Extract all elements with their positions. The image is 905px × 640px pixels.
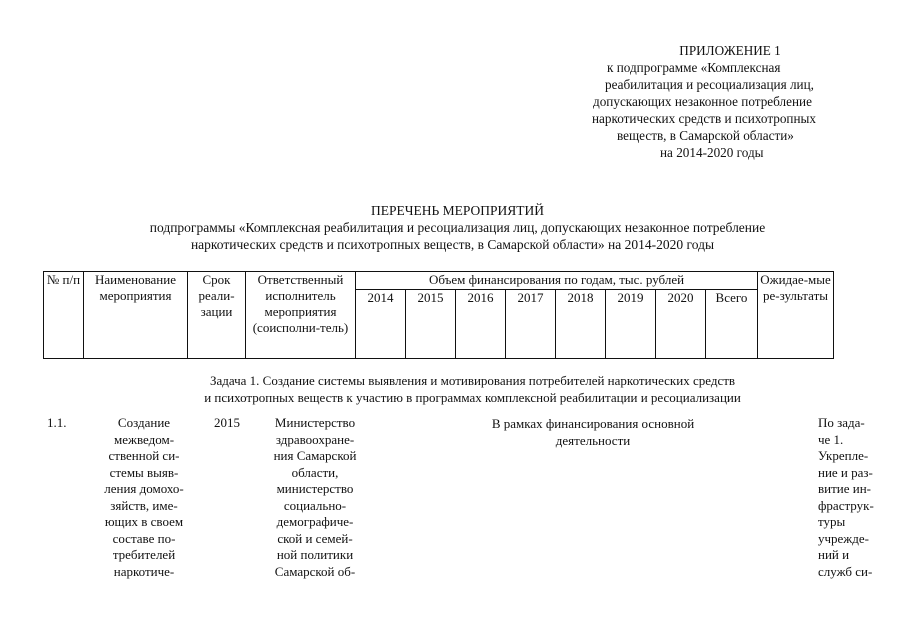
financing-line: В рамках финансирования основной: [491, 416, 695, 431]
result-line: служб си-: [818, 563, 873, 579]
header-result: Ожидае-мые ре-зультаты: [758, 272, 834, 359]
row-financing: [448, 415, 738, 449]
executor-line: министерство: [276, 481, 354, 496]
financing-line: деятельности: [555, 433, 631, 448]
measures-table-header: [43, 271, 834, 359]
executor-line: здравоохране-: [275, 431, 355, 447]
appendix-line: к подпрограмме «Комплексная: [607, 60, 781, 75]
name-line: ственной си-: [108, 448, 180, 463]
task-line: Задача 1. Создание системы выявления и мотивирования потребителей наркотических средств: [209, 373, 736, 388]
executor-line: демографиче-: [276, 514, 354, 529]
name-line: межведом-: [113, 431, 175, 447]
appendix-line: допускающих незаконное потребление: [593, 94, 812, 109]
header-year: 2015: [406, 290, 456, 359]
executor-line: ской и семей-: [277, 530, 353, 546]
name-line: стемы выяв-: [109, 464, 179, 480]
name-line: ления домохо-: [104, 481, 184, 496]
list-title-line: подпрограммы «Комплексная реабилитация и ресоциализация лиц, допускающих незаконное потребление: [149, 220, 766, 235]
appendix-heading: ПРИЛОЖЕНИЕ 1: [679, 43, 781, 58]
header-no: № п/п: [44, 272, 84, 359]
result-line: По зада-: [818, 415, 865, 430]
appendix-line: реабилитация и ресоциализация лиц,: [605, 77, 814, 92]
row-term: 2015: [214, 415, 240, 430]
executor-line: ной политики: [276, 547, 354, 562]
header-year: 2017: [506, 290, 556, 359]
appendix-line: наркотических средств и психотропных: [592, 111, 816, 126]
header-total: Всего: [706, 290, 758, 359]
list-title: [0, 202, 905, 253]
header-term: Срок реали-зации: [188, 272, 246, 359]
header-year: 2016: [456, 290, 506, 359]
executor-line: социально-: [283, 497, 347, 513]
result-line: че 1.: [818, 431, 844, 447]
row-result: [818, 415, 896, 580]
header-name: Наименование мероприятия: [84, 272, 188, 359]
task-line: и психотропных веществ к участию в программах комплексной реабилитации и ресоциализации: [204, 390, 741, 405]
result-line: туры: [818, 514, 846, 529]
executor-line: Министерство: [274, 415, 356, 430]
result-line: фраструк-: [818, 497, 874, 513]
executor-line: Самарской об-: [274, 563, 356, 579]
executor-line: ния Самарской: [273, 448, 357, 463]
row-executor: [256, 415, 374, 580]
header-year: 2020: [656, 290, 706, 359]
name-line: зяйств, име-: [110, 497, 178, 513]
header-executor: Ответственный исполнитель мероприятия (соисполни-тель): [246, 272, 356, 359]
name-line: ющих в своем: [104, 514, 184, 529]
result-line: витие ин-: [818, 481, 871, 496]
header-year: 2014: [356, 290, 406, 359]
result-line: ние и раз-: [818, 464, 873, 480]
appendix-header: [575, 42, 875, 161]
header-financing: Объем финансирования по годам, тыс. рублей: [356, 272, 758, 290]
name-line: требителей: [112, 547, 176, 562]
list-title-heading: ПЕРЕЧЕНЬ МЕРОПРИЯТИЙ: [370, 203, 545, 218]
result-line: учрежде-: [818, 530, 870, 546]
appendix-line: на 2014-2020 годы: [660, 145, 764, 160]
row-number: 1.1.: [47, 415, 67, 430]
name-line: наркотиче-: [113, 563, 175, 579]
task-heading: [0, 372, 905, 406]
name-line: составе по-: [112, 530, 176, 546]
result-line: Укрепле-: [818, 448, 869, 463]
header-year: 2018: [556, 290, 606, 359]
result-line: ний и: [818, 547, 850, 562]
header-year: 2019: [606, 290, 656, 359]
name-line: Создание: [117, 415, 171, 430]
appendix-line: веществ, в Самарской области»: [617, 128, 794, 143]
row-measure-name: [92, 415, 196, 580]
list-title-line: наркотических средств и психотропных веществ, в Самарской области» на 2014-2020 годы: [190, 237, 715, 252]
executor-line: области,: [291, 464, 339, 480]
